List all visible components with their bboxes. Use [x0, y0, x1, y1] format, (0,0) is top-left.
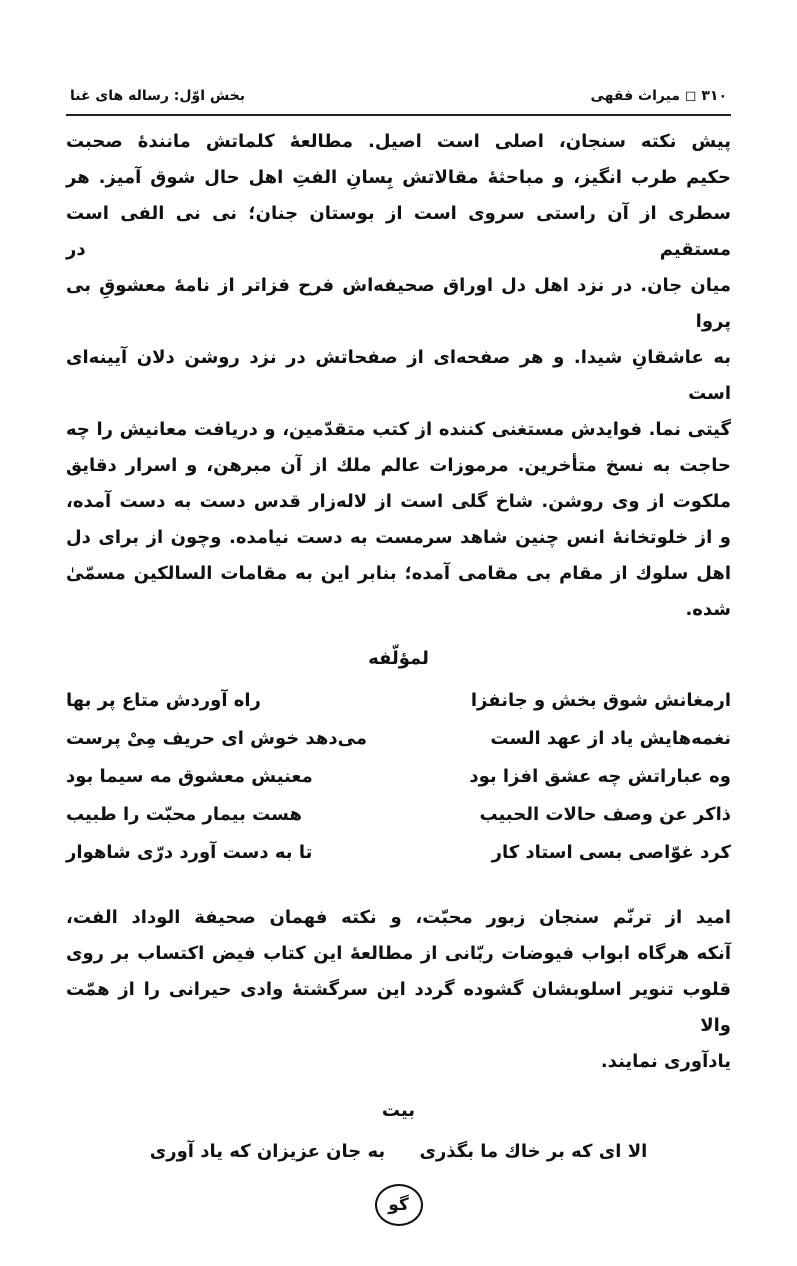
- bayt-verse: [66, 1134, 731, 1170]
- text-line: اهل سلوك از مقام بی مقامی آمده؛ بنابر این به مقامات السالکین مسمّیٰ شده.: [66, 563, 731, 620]
- running-header-section: بخش اوّل: رساله های غنا: [70, 88, 246, 104]
- verse-first-hemistich: ذاکر عن وصف حالات الحبیب: [479, 804, 731, 825]
- text-line: حکیم طرب انگیز، و مباحثهٔ مقالاتش بِسانِ الفتِ اهل حال شوق آمیز. هر: [66, 167, 731, 188]
- paragraph-1: [66, 124, 731, 628]
- running-header: [66, 88, 731, 116]
- text-line: آنکه هرگاه ابواب فیوضات ربّانی از مطالعهٔ این کتاب فیض اکتساب بر روی: [66, 943, 731, 964]
- poem-heading: لمؤلّفه: [368, 648, 429, 669]
- verse-first-hemistich: نغمه‌هایش یاد از عهد الست: [490, 728, 731, 749]
- text-line: به عاشقانِ شیدا. و هر صفحه‌ای از صفحاتش در نزد روشن دلان آیینه‌ای است: [66, 347, 731, 404]
- verse-second-hemistich: هست بیمار محبّت را طبیب: [66, 804, 302, 825]
- verse-second-hemistich: تا به دست آورد درّی شاهوار: [66, 842, 313, 863]
- running-header-page-title: ۳۱۰ ◻ میراث فقهی: [590, 88, 727, 104]
- text-line: ملکوت از وی روشن. شاخ گلی است از لاله‌زار قدس دست به دست آمده،: [66, 491, 731, 512]
- text-line: گیتی نما. فوایدش مستغنی کننده از کتب متقدّمین، و دریافت معانیش را چه: [66, 419, 731, 440]
- verse-first-hemistich: کرد غوّاصی بسی استاد کار: [491, 842, 731, 863]
- text-line: امید از ترنّم سنجان زبور محبّت، و نکته فهمان صحیفة الوداد الفت،: [66, 907, 731, 928]
- text-line: یادآوری نمایند.: [600, 1051, 731, 1072]
- verse-second-hemistich: می‌دهد خوش ای حریف مِیْ پرست: [66, 728, 367, 749]
- bayt-heading: بیت: [381, 1100, 416, 1121]
- verse-row: [66, 796, 731, 834]
- bayt-second-hemistich: به جان عزیزان که یاد آوری: [149, 1141, 386, 1162]
- verse-row: [66, 758, 731, 796]
- bayt-first-hemistich: الا ای که بر خاك ما بگذری: [419, 1141, 648, 1162]
- text-line: میان جان. در نزد اهل دل اوراق صحیفه‌اش فرح فزاتر از نامهٔ معشوقِ بی پروا: [66, 275, 731, 332]
- verse-first-hemistich: ارمغانش شوق بخش و جانفزا: [470, 690, 731, 711]
- verse-second-hemistich: معنیش معشوق مه سیما بود: [66, 766, 313, 787]
- text-line: سطری از آن راستی سروی است از بوستان جنان؛ نی نی الفی است مستقیم در: [66, 203, 731, 260]
- verse-row: [66, 720, 731, 758]
- paragraph-2: [66, 900, 731, 1080]
- page-number: گو: [375, 1184, 423, 1226]
- text-line: و از خلوتخانهٔ انس چنین شاهد سرمست به دست نیامده. وچون از برای دل: [66, 527, 731, 548]
- verse-first-hemistich: وه عباراتش چه عشق افزا بود: [469, 766, 731, 787]
- verse-row: [66, 682, 731, 720]
- text-line: پیش نکته سنجان، اصلی است اصیل. مطالعهٔ کلماتش مانندهٔ صحبت: [66, 131, 731, 152]
- text-line: قلوب تنویر اسلوبشان گشوده گردد این سرگشتهٔ وادی حیرانی را از همّت والا: [66, 979, 731, 1036]
- verse-row: [66, 834, 731, 872]
- verse-second-hemistich: راه آوردش متاع پر بها: [66, 690, 261, 711]
- text-line: حاجت به نسخ متأخرین. مرموزات عالم ملك از آن مبرهن، و اسرار دقایق: [66, 455, 731, 476]
